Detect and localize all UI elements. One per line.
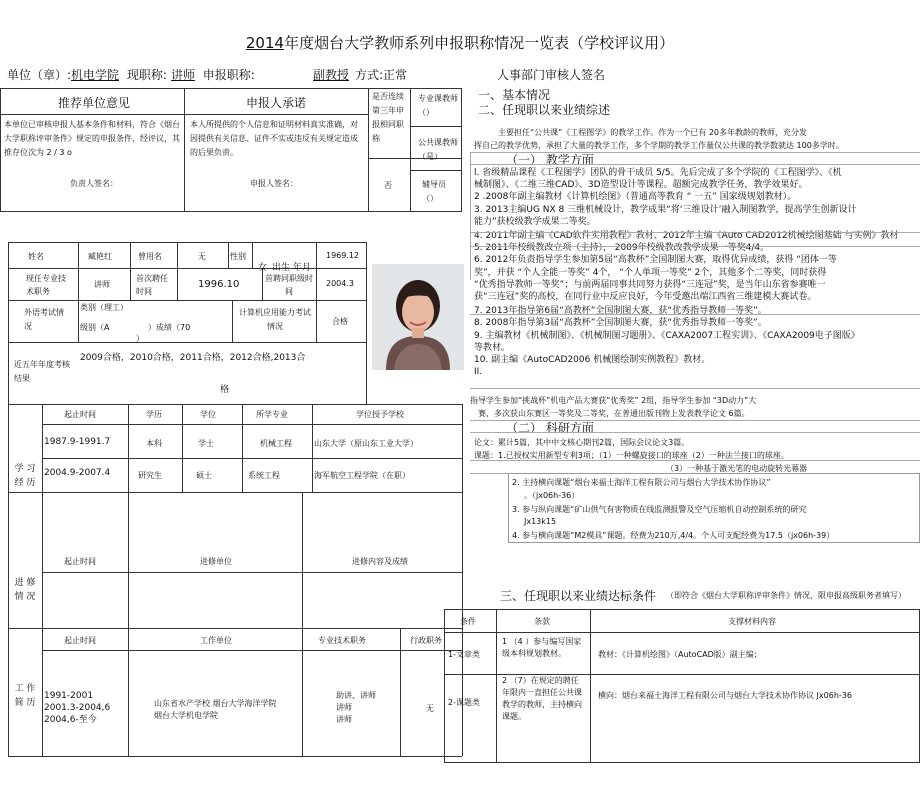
summary-para-2: 挥自己的教学优势，承担了大量的教学工作，多个学期的教学工作量仅公共课的教学数就达 100多学时。: [474, 141, 844, 150]
work-post-3: 讲师: [336, 715, 352, 724]
title-text: 年度烟台大学教师系列申报职称情况一览表（学校评议用）: [284, 34, 675, 52]
study-row-1-school: 山东大学（原山东工业大学）: [314, 439, 418, 448]
work-admin-value: 无: [426, 704, 434, 713]
sex-label: 性别: [230, 252, 246, 261]
training-col-time: 起止时间: [64, 557, 96, 566]
teaching-item-8: 8. 2008年指导第3届“高教杯”全国制图大赛，获“优秀指导教师一等奖”。: [474, 318, 767, 329]
first-hire-label: 首次聘任时间: [136, 274, 168, 296]
study-row-2-time: 2004.9-2007.4: [44, 468, 111, 478]
applicant-promise-heading: 申报人承诺: [246, 96, 307, 110]
same-level-value: 2004.3: [326, 279, 354, 288]
teaching-item-6a: 6. 2012年负责指导学生参加第5届“高教杯”全国制图大赛，取得优异成绩，获得 “团体一等: [474, 255, 837, 266]
work-time-1: 1991-2001: [44, 691, 94, 701]
study-row-2-school: 海军航空工程学院（在职）: [314, 471, 410, 480]
major-teacher-option: 专业课教师（）: [418, 94, 458, 117]
study-col-school: 学位授予学校: [356, 410, 404, 419]
training-col-unit: 进修单位: [200, 557, 232, 566]
birth-value: 1969.12: [326, 251, 360, 260]
criteria-row-2-clause: 2 （7）在规定的聘任年限内一直担任公共课教学的教师，主持横向课题。: [502, 676, 582, 721]
criteria-col-clause: 条款: [534, 617, 550, 626]
study-row-2-academic: 硕士: [196, 471, 212, 480]
work-post-1: 助讲、讲师: [336, 691, 376, 700]
teaching-items: [474, 167, 899, 378]
summary-para-1: 主要担任“公共课”《工程图学》的教学工作。作为一个已有 20多年教龄的教师，充分发: [498, 128, 808, 137]
teaching-item-6d: 获“三连冠”奖的高校，在同行业中反应良好，今年受邀出端江西省三维建模大赛试卷。: [474, 292, 817, 303]
meta-line: [7, 66, 255, 83]
mode-value: 正常: [383, 68, 408, 82]
repeat-apply-answer: 否: [384, 181, 392, 190]
teaching-item-7: 7. 2013年指导第6届“高教杯”全国制图大赛，获“优秀指导教师一等奖”。: [474, 306, 767, 317]
study-row-1-time: 1987.9-1991.7: [44, 437, 111, 447]
language-score: ）成绩（70: [148, 323, 191, 332]
unit-value: 机电学院: [71, 68, 120, 82]
work-col-time: 起止时间: [64, 636, 96, 645]
teaching-item-6b: 奖”，并获 “个人全能一等奖” 4个， “个人单项一等奖” 2个，其他多个二等奖，同时获得: [474, 267, 827, 278]
teaching-heading: （一） 教学方面: [506, 153, 594, 167]
criteria-row-1-material: 教材：《计算机绘图》（AutoCAD版）副主编；: [598, 650, 762, 659]
annual-review-value: 2009合格，2010合格，2011合格，2012合格,2013合: [80, 353, 306, 363]
work-time-2: 2001.3-2004,6: [44, 703, 111, 713]
tech-post-label: 现任专业技术职务: [26, 274, 66, 296]
birth-label: 出生 年月: [272, 263, 311, 273]
work-time-3: 2004,6-至今: [44, 715, 97, 725]
language-category: 类别（理工）: [80, 303, 128, 312]
research-patent-3: （3）一种基于激光笔的电动旋转光幕器: [666, 464, 808, 473]
applicant-sign-label: 申报人签名：: [250, 179, 298, 188]
tech-post-value: 讲师: [94, 280, 110, 289]
language-score-close: ）: [136, 334, 144, 343]
apply-title-value: 副教授: [313, 68, 350, 82]
work-unit-2: 烟台大学机电学院: [154, 711, 218, 720]
teaching-item-9a: 9. 主编教材《机械制图》、《机械制图习题册》、《CAXA2007工程实训》、《CAXA2009电子图版》: [474, 330, 860, 341]
research-projects: 课题：1.已授权实用新型专利3项；（1）一种螺旋接口的球座（2）一种法兰接口的球座。: [474, 451, 789, 460]
teaching-item-4: 4. 2011年副主编《CAD软件实用教程》教材、2012年主编《Auto CAD2012机械绘图基础 与实例》教材: [474, 231, 899, 242]
teaching-item-11a: 指导学生参加“挑战杯”机电产品大赛获“优秀奖” 2组，指导学生参加 “3D动力”大: [470, 396, 757, 405]
unit-label: 单位（章）:: [7, 68, 72, 82]
research-item-3a: 3. 参与纵向课题“矿山供气有害物质在线监测报警及空气压缩机自动控制系统的研究: [512, 505, 807, 514]
mode-label: 方式:: [355, 68, 384, 82]
apply-title-label: 申报职称:: [202, 68, 255, 82]
research-heading: （二） 科研方面: [506, 421, 594, 435]
teaching-item-2: 2 .2008年副主编教材《计算机绘图》（普通高等教育 “ 一五” 国家级规划教材）。: [474, 192, 797, 203]
current-title-value: 讲师: [170, 68, 195, 82]
former-name-value: 无: [198, 252, 206, 261]
criteria-note: （即符合《烟台大学职称评审条件》情况，限申报高级职务者填写）: [666, 591, 906, 600]
current-title-label: 现职称:: [126, 68, 167, 82]
research-item-4: 4. 参与横向课题“M2模具”课题。经费为210万,4/4。个人可支配经费为17.5（jx06h-39）: [512, 531, 835, 540]
study-row-2-degree: 研究生: [138, 471, 162, 480]
section-basic: 一、基本情况: [478, 88, 551, 102]
computer-exam-label: 计算机应用能力考试情况: [239, 308, 311, 331]
teaching-item-6c: “优秀指导教师一等奖”；与前两届同事共同努力获得“三连冠”奖，是当年山东省参赛唯一: [474, 279, 826, 290]
criteria-col-material: 支撑材料内容: [728, 617, 776, 626]
study-col-time: 起止时间: [64, 410, 96, 419]
work-post-2: 讲师: [336, 703, 352, 712]
study-row-1-academic: 学士: [198, 439, 214, 448]
page-title: [0, 32, 920, 53]
title-year: 2014: [245, 34, 285, 52]
work-col-unit: 工作单位: [200, 636, 232, 645]
teaching-item-1a: l. 省级精品课程《工程图学》团队的骨干成员 5/5。先后完成了多个学院的《工程图学》、《机: [474, 168, 842, 178]
criteria-row-1-condition: 1-文章类: [448, 650, 480, 659]
study-row-1-major: 机械工程: [260, 439, 292, 448]
unit-opinion-heading: 推荐单位意见: [58, 96, 131, 110]
study-row-2-major: 系统工程: [248, 471, 280, 480]
work-col-post: 专业技术职务: [318, 636, 366, 645]
sex-value: 女: [258, 263, 268, 273]
name-value: 臧艳红: [88, 252, 112, 261]
teaching-item-3b: 能力”获校级教学成果二等奖。: [474, 216, 596, 227]
teaching-item-5: 5. 2011年校级教改立项（主持）， 2009年校级教改教学成果一等奖4/4。: [474, 243, 770, 254]
research-papers: 论文：累计5篇，其中中文核心期刊2篇，国际会议论文3篇。: [474, 438, 690, 447]
study-side-label: 学 习 经 历: [14, 464, 36, 488]
criteria-col-condition: 条件: [460, 617, 476, 626]
work-side-label: 工 作 简 历: [14, 684, 36, 708]
criteria-row-2-material: 横向：烟台来福士海洋工程有限公司与烟台大学技术协作协议 Jx06h-36: [598, 691, 852, 700]
name-label: 姓名: [28, 252, 44, 261]
study-col-major: 所学专业: [256, 410, 288, 419]
work-times: [44, 690, 110, 726]
work-col-admin: 行政职务: [410, 636, 442, 645]
applicant-promise-text: 本人所提供的个人信息和证明材料真实准确，对因提供有关信息、证件不实或违反有关规定造成的后果负责。: [190, 120, 358, 157]
hr-sign-label: 人事部门审核人签名: [497, 68, 606, 82]
language-exam-label: 外语考试情况: [24, 308, 64, 331]
study-row-1-degree: 本科: [146, 439, 162, 448]
language-level: 级别（A: [80, 323, 110, 332]
same-level-label: 首聘同职级时间: [265, 274, 313, 296]
work-posts: [336, 690, 376, 726]
unit-sign-label: 负责人签名：: [70, 179, 118, 188]
repeat-apply-question: 是否连续第三年申报相同职称: [372, 92, 404, 143]
work-units: [154, 698, 277, 722]
section-summary: 二、任现职以来业绩综述: [478, 103, 611, 117]
annual-review-label: 近五年年度考核结果: [14, 360, 70, 383]
teaching-item-11: II.: [474, 367, 483, 378]
research-item-3b: Jx13k15: [524, 517, 557, 526]
teaching-item-3a: 3. 2013主编UG NX 8 三维机械设计，教学成果“将‘三维设计’融入制图教学，提高学生创新设计: [474, 204, 857, 215]
study-col-academic: 学位: [200, 410, 216, 419]
annual-review-value-2: 格: [220, 385, 230, 395]
teaching-item-1b: 械制图》、《二维三维CAD》、3D造型设计等课程。超额完成教学任务，教学效果好。: [474, 180, 808, 191]
criteria-row-1-clause: 1 （4 ）参与编写国家级本科规划教材。: [502, 637, 582, 658]
unit-opinion-text: 本单位已审核申报人基本条件和材料，符合《烟台大学职称评审条件》规定的申报条件，经评议，其推存位次为 2 / 3 o: [4, 120, 180, 157]
research-item-2a: 2. 主持横向课题“烟台来福士海洋工程有限公司与烟台大学技术协作协议”: [512, 478, 771, 487]
computer-exam-value: 合格: [332, 317, 348, 326]
former-name-label: 曾用名: [138, 252, 162, 261]
public-teacher-option: 公共课教师（是）: [418, 138, 458, 161]
teaching-item-9b: 等教材。: [474, 342, 511, 353]
section-criteria: 三、任现职以来业绩达标条件: [500, 589, 657, 603]
applicant-photo: [372, 264, 464, 370]
portrait-image: [372, 264, 464, 370]
first-hire-value: 1996.10: [198, 279, 240, 290]
study-col-degree: 学历: [146, 410, 162, 419]
work-unit-1: 山东省水产学校 烟台大学海洋学院: [154, 699, 277, 708]
counselor-option: 辅导员（）: [422, 180, 446, 203]
training-col-content: 进修内容及成绩: [352, 557, 408, 566]
teaching-item-11b: 赛，多次获山东赛区一等奖及二等奖，在普通出版刊物上发表教学论文 6篇。: [478, 409, 750, 418]
criteria-row-2-condition: 2-课题类: [448, 698, 480, 707]
mode-field: [355, 66, 407, 83]
training-side-label: 进 修 情 况: [14, 578, 36, 602]
research-item-2b: 。（jx06h-36）: [524, 491, 580, 500]
teaching-item-10: 10. 副主编《AutoCAD2006 机械图绘制实例教程》教材。: [474, 355, 711, 366]
